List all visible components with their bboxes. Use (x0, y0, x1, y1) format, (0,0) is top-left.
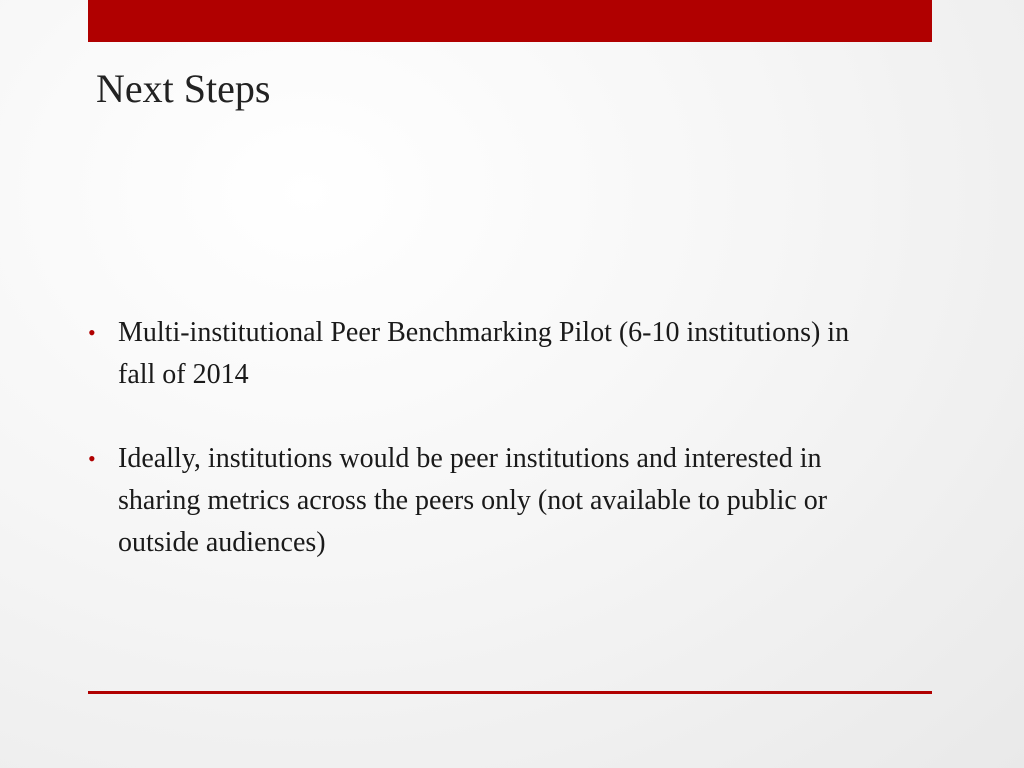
bullet-marker-icon: • (88, 446, 96, 471)
bullet-item (88, 312, 878, 396)
bullet-list (88, 312, 878, 606)
bullet-text: Multi-institutional Peer Benchmarking Pilot (6-10 institutions) in fall of 2014 (118, 317, 850, 390)
bottom-divider (88, 691, 932, 694)
bullet-marker-icon: • (88, 320, 96, 345)
top-accent-bar (88, 0, 932, 42)
bullet-text: Ideally, institutions would be peer institutions and interested in sharing metrics across the peers only (not available to public or outside audiences) (118, 443, 828, 558)
slide-title: Next Steps (96, 66, 271, 111)
bullet-item (88, 438, 878, 564)
